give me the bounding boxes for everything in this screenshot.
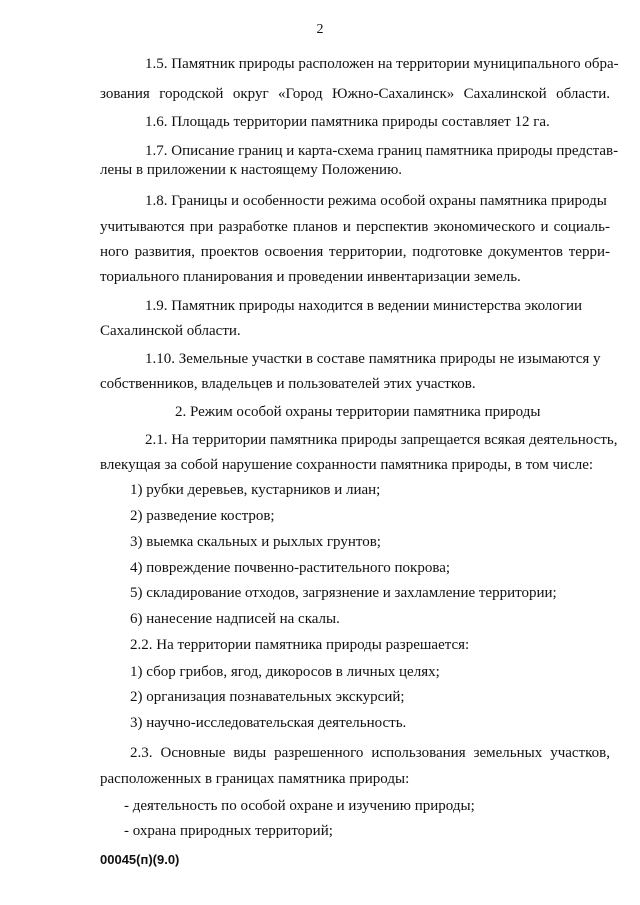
list-item: 3) научно-исследовательская деятельность. [130, 715, 407, 731]
text-line: ториального планирования и проведении инвентаризации земель. [100, 269, 521, 285]
text-line: Сахалинской области. [100, 323, 241, 339]
list-item: 5) складирование отходов, загрязнение и захламление территории; [130, 585, 557, 601]
text-line: зования городской округ «Город Южно-Сахалинск» Сахалинской области. [100, 86, 610, 102]
text-line: 2.3. Основные виды разрешенного использования земельных участков, [130, 745, 610, 761]
text-line: лены в приложении к настоящему Положению. [100, 162, 403, 178]
text-line: расположенных в границах памятника природы: [100, 771, 410, 787]
list-item: 1) сбор грибов, ягод, дикоросов в личных целях; [130, 664, 440, 680]
list-item: 4) повреждение почвенно-растительного покрова; [130, 560, 451, 576]
text-line: 1.8. Границы и особенности режима особой охраны памятника природы [145, 193, 607, 209]
list-item: - деятельность по особой охране и изучению природы; [124, 798, 475, 814]
text-line: 1.7. Описание границ и карта-схема границ памятника природы представ- [145, 143, 619, 159]
text-line: ного развития, проектов освоения территории, подготовке документов терри- [100, 244, 610, 260]
list-item: 6) нанесение надписей на скалы. [130, 611, 340, 627]
section-heading: 2. Режим особой охраны территории памятника природы [175, 404, 541, 420]
page-number: 2 [316, 22, 324, 37]
list-item: 2) организация познавательных экскурсий; [130, 689, 405, 705]
text-line: 1.6. Площадь территории памятника природы составляет 12 га. [145, 114, 550, 130]
text-line: собственников, владельцев и пользователей этих участков. [100, 376, 476, 392]
text-line: 2.2. На территории памятника природы разрешается: [130, 637, 470, 653]
text-line: учитываются при разработке планов и перспектив экономического и социаль- [100, 219, 610, 235]
text-line: влекущая за собой нарушение сохранности памятника природы, в том числе: [100, 457, 594, 473]
list-item: - охрана природных территорий; [124, 823, 333, 839]
text-line: 1.9. Памятник природы находится в ведении министерства экологии [145, 298, 583, 314]
list-item: 1) рубки деревьев, кустарников и лиан; [130, 482, 381, 498]
list-item: 2) разведение костров; [130, 508, 275, 524]
text-line: 1.5. Памятник природы расположен на территории муниципального обра- [145, 56, 619, 72]
document-code: 00045(п)(9.0) [100, 852, 180, 867]
text-line: 1.10. Земельные участки в составе памятника природы не изымаются у [145, 351, 601, 367]
text-line: 2.1. На территории памятника природы запрещается всякая деятельность, [145, 432, 618, 448]
list-item: 3) выемка скальных и рыхлых грунтов; [130, 534, 381, 550]
